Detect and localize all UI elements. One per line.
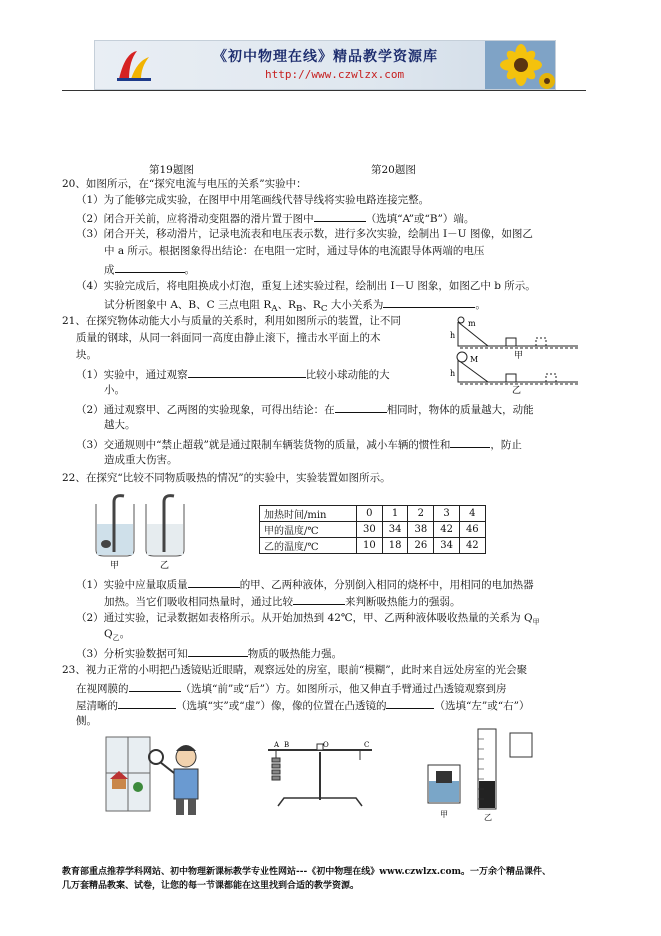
header-rule (62, 90, 586, 91)
fig-label-jia: 甲 (514, 351, 524, 361)
table-cell: 3 (434, 506, 460, 522)
q23-balance-figure (260, 740, 380, 812)
q22-p1: （1）实验中应量取质量 的甲、乙两种液体，分别倒入相同的烧杯中，用相同的电加热器 (76, 576, 534, 593)
table-row (260, 538, 486, 554)
fig-label-B: B (284, 741, 290, 749)
table-header-cell: 甲的温度/℃ (260, 522, 357, 538)
q21-l1: 21、在探究物体动能大小与质量的关系时，利用如图所示的装置，让不同 (62, 315, 401, 327)
q20-p3c: 成 。 (104, 261, 195, 278)
q22-beakers-figure (90, 492, 190, 572)
table-cell: 34 (382, 522, 408, 538)
q21-l3: 块。 (76, 349, 97, 361)
table-cell: 4 (459, 506, 485, 522)
q22-stem: 22、在探究“比较不同物质吸热的情况”的实验中，实验装置如图所示。 (62, 472, 391, 484)
table-cell: 34 (434, 538, 460, 554)
fig-label-M: M (470, 355, 479, 364)
table-cell: 38 (408, 522, 434, 538)
fig19-caption: 第19题图 (149, 164, 194, 176)
q22-p2: （2）通过实验，记录数据如表格所示。从开始加热到 42℃，甲、乙两种液体吸收热量的关系为 $Q_甲$ (76, 612, 540, 627)
table-cell: 18 (382, 538, 408, 554)
q23-l4: 侧。 (76, 715, 97, 727)
q21-ramp-figure (448, 314, 588, 394)
q20-p4a: （4）实验完成后，将电阻换成小灯泡，重复上述实验过程，绘制出 I－U 图象，如图乙中 b 所示。 (76, 280, 536, 292)
footer-line-1: 教育部重点推荐学科网站、初中物理新课标教学专业性网站---《初中物理在线》www.czwlzx.com。一万余个精品课件、 (62, 867, 552, 877)
q23-l2: 在视网膜的 （选填“前”或“后”）方。如图所示，他又伸直手臂通过凸透镜观察到房 (76, 680, 506, 697)
answer-blank[interactable] (188, 645, 248, 657)
header-banner (94, 40, 556, 90)
q21-p1: （1）实验中，通过观察 比较小球动能的大 (76, 366, 390, 383)
q23-cylinder-figure (420, 725, 540, 825)
q20-stem: 20、如图所示，在“探究电流与电压的关系”实验中： (62, 178, 307, 190)
answer-blank[interactable] (383, 296, 475, 308)
fig-label-yi: 乙 (512, 386, 522, 394)
q20-p4b: 试分析图象中 A、B、C 三点电阻 $R_A$、$R_B$、$R_C$ 大小关系为 。 (104, 296, 486, 317)
answer-blank[interactable] (386, 697, 434, 709)
fig-label-O: O (323, 741, 329, 749)
q22-data-table (259, 505, 486, 554)
q20-p3a: （3）闭合开关，移动滑片，记录电流表和电压表示数，进行多次实验，绘制出 I－U 图像，如图乙 (76, 228, 533, 240)
answer-blank[interactable] (115, 261, 185, 273)
q21-p1c: 小。 (104, 384, 125, 396)
table-cell: 42 (434, 522, 460, 538)
answer-blank[interactable] (293, 593, 345, 605)
table-cell: 26 (408, 538, 434, 554)
header-url: http://www.czwlzx.com (265, 68, 405, 81)
fig-label-yi: 乙 (160, 561, 170, 571)
header-title: 《初中物理在线》精品教学资源库 (213, 49, 438, 65)
q20-p3b: 中 a 所示。根据图象得出结论：在电阻一定时，通过导体的电流跟导体两端的电压 (104, 245, 485, 257)
q23-l3: 屋清晰的 （选填“实”或“虚”）像，像的位置在凸透镜的 （选填“左”或“右”） (76, 697, 529, 714)
q22-p2b: $Q_乙$。 (104, 628, 131, 643)
answer-blank[interactable] (129, 680, 181, 692)
table-cell: 30 (357, 522, 383, 538)
fig-label-jia: 甲 (440, 810, 448, 819)
fig-label-A: A (274, 741, 280, 749)
footer-line-2: 几万套精品教案、试卷，让您的每一节课都能在这里找到合适的教学资源。 (62, 881, 360, 891)
table-cell: 10 (357, 538, 383, 554)
q21-p2: （2）通过观察甲、乙两图的实验现象，可得出结论：在 相同时，物体的质量越大，动能 (76, 401, 534, 418)
fig-label-h: h (450, 331, 456, 340)
fig-label-h: h (450, 369, 456, 378)
table-cell: 2 (408, 506, 434, 522)
table-cell: 0 (357, 506, 383, 522)
table-cell: 42 (459, 538, 485, 554)
table-header-cell: 乙的温度/℃ (260, 538, 357, 554)
fig-label-C: C (364, 741, 370, 749)
site-logo (115, 47, 155, 83)
answer-blank[interactable] (118, 697, 176, 709)
q23-window-figure (100, 733, 210, 818)
answer-blank[interactable] (450, 436, 490, 448)
q23-l1: 23、视力正常的小明把凸透镜贴近眼睛，观察远处的房室，眼前“模糊”，此时来自远处房室的光会聚 (62, 664, 528, 676)
q22-p3: （3）分析实验数据可知 物质的吸热能力强。 (76, 645, 342, 662)
q21-p2c: 越大。 (104, 419, 136, 431)
fig-label-yi: 乙 (484, 813, 492, 822)
answer-blank[interactable] (335, 401, 387, 413)
sunflower-image (485, 41, 555, 89)
q21-p3: （3）交通规则中“禁止超载”就是通过限制车辆装货物的质量，减小车辆的惯性和 ，防止 (76, 436, 522, 453)
fig20-caption: 第20题图 (371, 164, 416, 176)
q20-p1: （1）为了能够完成实验，在图甲中用笔画线代替导线将实验电路连接完整。 (76, 194, 430, 206)
table-row (260, 522, 486, 538)
table-header-cell: 加热时间/min (260, 506, 357, 522)
fig-label-jia: 甲 (110, 561, 120, 571)
answer-blank[interactable] (188, 366, 306, 378)
q21-l2: 质量的钢球，从同一斜面同一高度由静止滚下，撞击水平面上的木 (76, 332, 381, 344)
table-row (260, 506, 486, 522)
table-cell: 46 (459, 522, 485, 538)
q21-p3c: 造成重大伤害。 (104, 454, 178, 466)
answer-blank[interactable] (314, 210, 366, 222)
answer-blank[interactable] (188, 576, 240, 588)
table-cell: 1 (382, 506, 408, 522)
q20-p2: （2）闭合开关前，应将滑动变阻器的滑片置于图中 （选填“A”或“B”）端。 (76, 210, 474, 227)
q22-p1c: 加热。当它们吸收相同热量时，通过比较 来判断吸热能力的强弱。 (104, 593, 461, 610)
fig-label-m: m (468, 319, 476, 328)
